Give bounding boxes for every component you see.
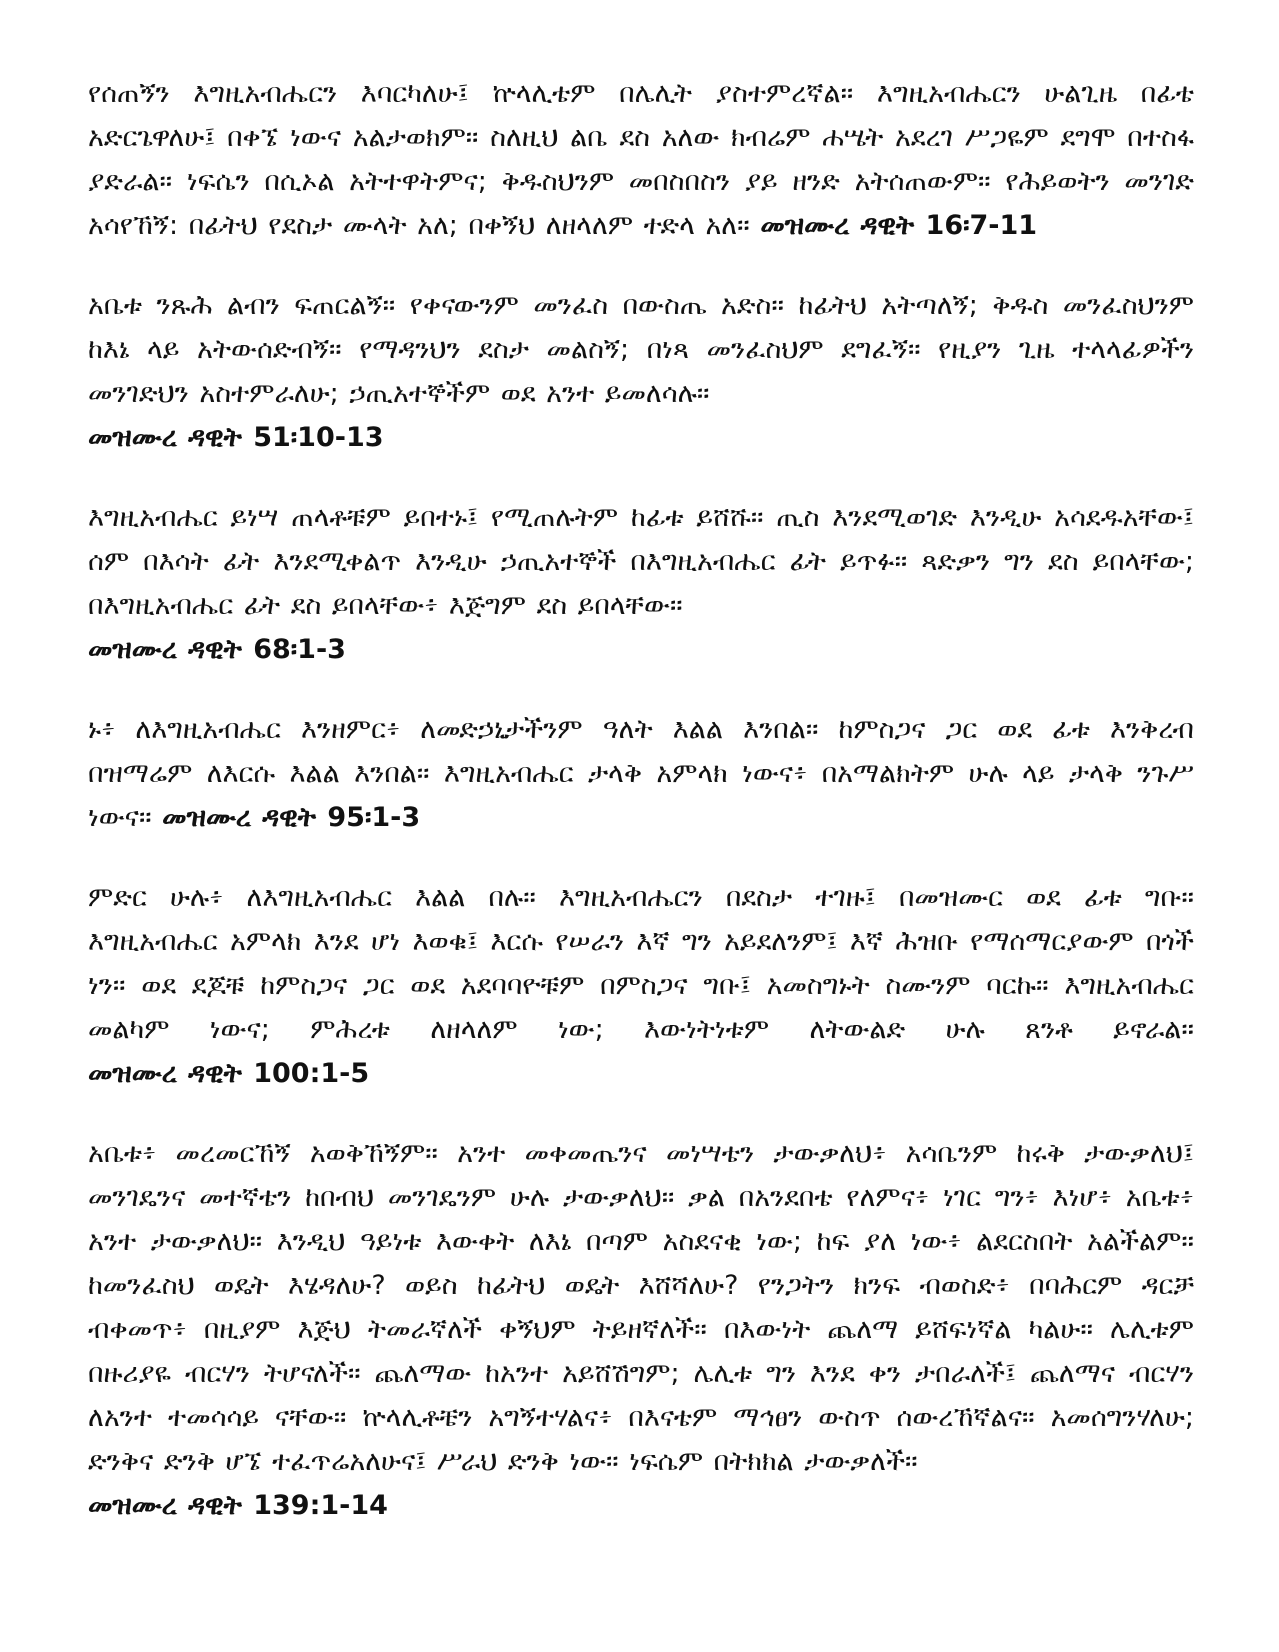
passage-text: ኑ፥ ለእግዚአብሔር እንዘምር፥ ለመድኃኒታችንም ዓለት እልል እንበል። ከምስጋና ጋር ወደ ፊቱ እንቅረብ በዝማሬም ለእርሱ እልል እንበል። እግዚአብሔር ታላቅ አምላክ ነውና፥ በአማልክትም ሁሉ ላይ ታላቅ ንጉሥ ነውና። (88, 714, 1194, 833)
psalm-passage (88, 72, 1194, 248)
scripture-reference: መዝሙረ ዳዊት 51፡10-13 (88, 422, 384, 453)
document-page (88, 72, 1194, 1564)
passage-text: የሰጠኝን እግዚአብሔርን እባርካለሁ፤ ኵላሊቴም በሌሊት ያስተምረኛል። እግዚአብሔርን ሁልጊዜ በፊቴ አድርጌዋለሁ፤ በቀኜ ነውና አልታወክም። ስለዚህ ልቤ ደስ አለው ክብሬም ሐሤት አደረገ ሥጋዬም ደግሞ በተስፋ ያድራል። ነፍሴን በሲኦል አትተዋትምና; ቅዱስህንም መበስበስን ያይ ዘንድ አትሰጠውም። የሕይወትን መንገድ አሳየኸኝ: በፊትህ የደስታ ሙላት አለ; በቀኝህ ለዘላለም ተድላ አለ። (88, 78, 1194, 241)
scripture-reference: መዝሙረ ዳዊት 16፡7-11 (760, 210, 1038, 241)
scripture-reference: መዝሙረ ዳዊት 68፡1-3 (88, 634, 346, 665)
psalm-passage (88, 1132, 1194, 1528)
passage-text: አቤቱ፥ መረመርኸኝ አወቅኸኝም። አንተ መቀመጤንና መነሣቴን ታውቃለህ፥ አሳቤንም ከሩቅ ታውቃለህ፤ መንገዴንና መተኛቴን ከበብህ መንገዴንም ሁሉ ታውቃለህ። ቃል በአንደበቴ የለምና፥ ነገር ግን፥ እነሆ፥ አቤቱ፥ አንተ ታውቃለህ። እንዲህ ዓይነቱ እውቀት ለእኔ በጣም አስደናቂ ነው; ከፍ ያለ ነው፥ ልደርስበት አልችልም። ከመንፈስህ ወዴት እሄዳለሁ? ወይስ ከፊትህ ወዴት እሸሻለሁ? የንጋትን ክንፍ ብወስድ፥ በባሕርም ዳርቻ ብቀመጥ፥ በዚያም እጅህ ትመራኛለች ቀኝህም ትይዘኛለች። በእውነት ጨለማ ይሸፍነኛል ካልሁ። ሌሊቱም በዙሪያዬ ብርሃን ትሆናለች። ጨለማው ከአንተ አይሸሽግም; ሌሊቱ ግን እንደ ቀን ታበራለች፤ ጨለማና ብርሃን ለአንተ ተመሳሳይ ናቸው። ኵላሊቶቼን አግኝተሃልና፥ በእናቴም ማኅፀን ውስጥ ሰውረኸኛልና። አመሰግንሃለሁ; ድንቅና ድንቅ ሆኜ ተፈጥሬአለሁና፤ ሥራህ ድንቅ ነው። ነፍሴም በትክክል ታውቃለች። (88, 1138, 1194, 1477)
psalm-passage (88, 708, 1194, 840)
scripture-reference: መዝሙረ ዳዊት 100:1-5 (88, 1058, 370, 1089)
scripture-reference: መዝሙረ ዳዊት 139:1-14 (88, 1490, 388, 1521)
passage-text: አቤቱ ንጹሕ ልብን ፍጠርልኝ። የቀናውንም መንፈስ በውስጤ አድስ። ከፊትህ አትጣለኝ; ቅዱስ መንፈስህንም ከእኔ ላይ አትውሰድብኝ። የማዳንህን ደስታ መልስኝ; በነጻ መንፈስህም ደግፈኝ። የዚያን ጊዜ ተላላፊዎችን መንገድህን አስተምራለሁ; ኃጢአተኞችም ወደ አንተ ይመለሳሉ። (88, 290, 1194, 409)
passage-text: ምድር ሁሉ፥ ለእግዚአብሔር እልል በሉ። እግዚአብሔርን በደስታ ተገዙ፤ በመዝሙር ወደ ፊቱ ግቡ። እግዚአብሔር አምላክ እንደ ሆነ እወቁ፤ እርሱ የሠራን እኛ ግን አይደለንም፤ እኛ ሕዝቡ የማሰማርያውም በጎች ነን። ወደ ደጆቹ ከምስጋና ጋር ወደ አደባባዮቹም በምስጋና ግቡ፤ አመስግኑት ስሙንም ባርኩ። እግዚአብሔር መልካም ነውና; ምሕረቱ ለዘላለም ነው; እውነትነቱም ለትውልድ ሁሉ ጸንቶ ይኖራል። (88, 882, 1194, 1045)
scripture-reference: መዝሙረ ዳዊት 95፡1-3 (162, 802, 421, 833)
psalm-passage (88, 284, 1194, 460)
psalm-passage (88, 496, 1194, 672)
passage-text: እግዚአብሔር ይነሣ ጠላቶቹም ይበተኑ፤ የሚጠሉትም ከፊቱ ይሸሹ። ጢስ እንደሚወገድ እንዲሁ አሳደዱአቸው፤ ሰም በእሳት ፊት እንደሚቀልጥ እንዲሁ ኃጢአተኞች በእግዚአብሔር ፊት ይጥፉ። ጻድቃን ግን ደስ ይበላቸው; በእግዚአብሔር ፊት ደስ ይበላቸው፥ እጅግም ደስ ይበላቸው። (88, 502, 1194, 621)
psalm-passage (88, 876, 1194, 1096)
